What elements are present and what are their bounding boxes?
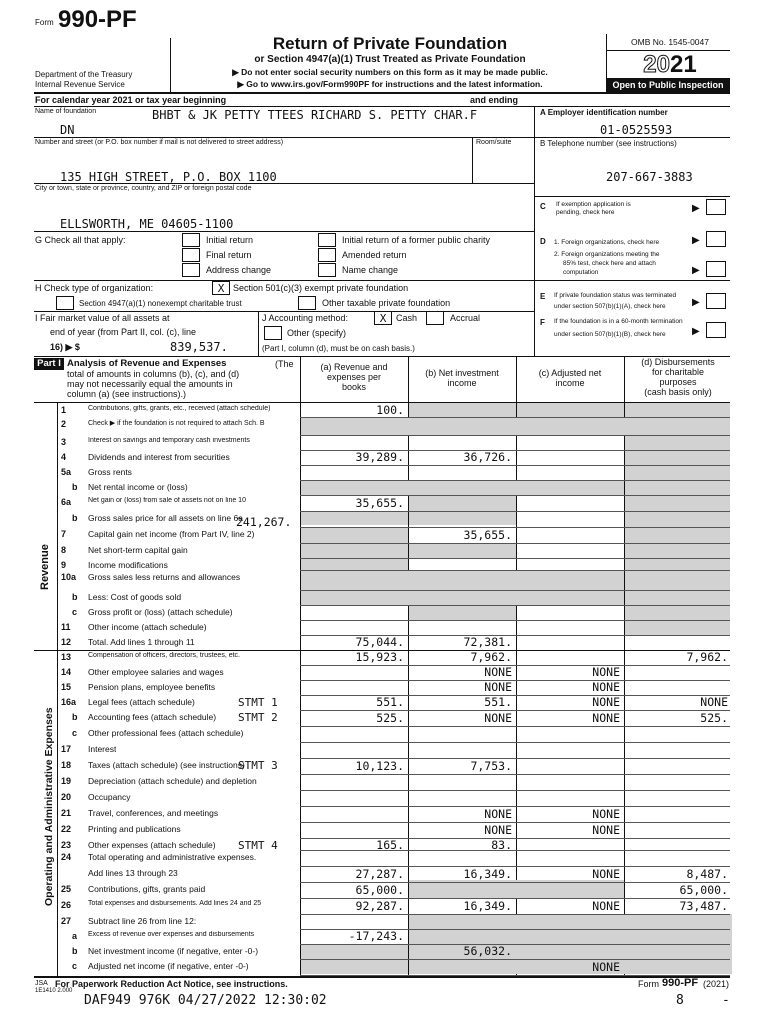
name-change-checkbox[interactable]	[318, 263, 336, 277]
line-label: Excess of revenue over expenses and disbursements	[88, 931, 255, 938]
foreign-org-checkbox[interactable]	[706, 231, 726, 247]
other-taxable-label: Other taxable private foundation	[322, 298, 451, 308]
line-number: 21	[61, 808, 72, 818]
line-label: Accounting fees (attach schedule)	[88, 712, 217, 722]
line-number: 3	[61, 437, 67, 447]
form-title: Return of Private Foundation	[272, 34, 508, 53]
line-label: Income modifications	[88, 560, 168, 570]
open-inspection-banner: Open to Public Inspection	[606, 78, 730, 92]
foreign-org-label: 1. Foreign organizations, check here	[554, 239, 660, 246]
col-b-cell[interactable]: 16,349.	[463, 899, 512, 913]
col-d-header: (d) Disbursements for charitable purposes (cash basis only)	[641, 357, 715, 397]
col-b-cell[interactable]: 16,349.	[463, 867, 512, 881]
foundation-name-line2[interactable]: DN	[60, 123, 75, 137]
col-b-cell[interactable]: NONE	[484, 823, 512, 837]
line-number: 10a	[61, 572, 77, 582]
line-number: 25	[61, 884, 72, 894]
line-label: Interest	[88, 744, 117, 754]
statement-ref[interactable]: STMT 2	[238, 711, 278, 724]
line-number: 22	[61, 824, 72, 834]
line-label: Total expenses and disbursements. Add lines 24 and 25	[88, 900, 262, 907]
form-ref-year: (2021)	[703, 979, 730, 989]
amended-return-label: Amended return	[342, 250, 407, 260]
line-label: Net rental income or (loss)	[88, 482, 188, 492]
fmv-value[interactable]: 839,537.	[170, 340, 228, 354]
terminated-label-1: If private foundation status was terminated	[554, 292, 677, 299]
accrual-method-checkbox[interactable]	[426, 311, 444, 325]
col-a-cell[interactable]: 65,000.	[355, 883, 404, 897]
501c3-label: Section 501(c)(3) exempt private foundation	[233, 283, 409, 293]
col-d-cell[interactable]: 73,487.	[679, 899, 728, 913]
other-method-checkbox[interactable]	[264, 326, 282, 340]
form-ref: 990-PF	[662, 977, 699, 989]
501c3-checkbox[interactable]: X	[212, 281, 230, 295]
room-suite-label: Room/suite	[476, 139, 512, 146]
col-b-cell[interactable]: NONE	[484, 807, 512, 821]
col-c-header: (c) Adjusted net income	[538, 368, 602, 388]
jsa-label: JSA	[35, 980, 48, 987]
form-number: 990-PF	[58, 6, 137, 33]
col-c-cell[interactable]: NONE	[592, 960, 620, 974]
col-b-cell[interactable]: 7,753.	[470, 759, 512, 773]
street-label: Number and street (or P.O. box number if mail is not delivered to street address)	[35, 139, 284, 146]
4947-label: Section 4947(a)(1) nonexempt charitable trust	[79, 299, 242, 308]
line-label: Subtract line 26 from line 12:	[88, 916, 197, 926]
street-address[interactable]: 135 HIGH STREET, P.O. BOX 1100	[60, 170, 277, 184]
line-number: 4	[61, 452, 67, 462]
col-b-cell[interactable]: 56,032.	[463, 944, 512, 958]
line-number: c	[72, 961, 78, 971]
line-label: Gross sales less returns and allowances	[88, 572, 241, 582]
line-number: c	[72, 728, 78, 738]
col-a-cell[interactable]: -17,243.	[348, 929, 404, 943]
omb-number: OMB No. 1545-0047	[631, 37, 709, 47]
col-b-cell[interactable]: 7,962.	[470, 650, 512, 664]
col-c-cell[interactable]: NONE	[592, 711, 620, 725]
col-c-cell[interactable]: NONE	[592, 807, 620, 821]
line-number: 16a	[61, 697, 77, 707]
exemption-pending-label: If exemption application is	[556, 201, 631, 208]
line-number: 9	[61, 560, 67, 570]
line-label: Adjusted net income (if negative, enter -0-)	[88, 961, 249, 971]
fmv-label-1: I Fair market value of all assets at	[35, 313, 170, 323]
g-label: G Check all that apply:	[35, 235, 126, 245]
line-number: 13	[61, 652, 72, 662]
line-number: 6a	[61, 497, 72, 507]
line-number: 1	[61, 405, 67, 415]
line-label: Other employee salaries and wages	[88, 667, 224, 677]
city-label: City or town, state or province, country, and ZIP or foreign postal code	[35, 185, 252, 192]
final-return-label: Final return	[206, 250, 252, 260]
cash-basis-note: (Part I, column (d), must be on cash basis.)	[262, 344, 415, 353]
part1-desc-1: total of amounts in columns (b), (c), and (d)	[67, 369, 240, 379]
line-label: Less: Cost of goods sold	[88, 592, 182, 602]
initial-return-label: Initial return	[206, 235, 254, 245]
line-label: Check ▶ if the foundation is not required to attach Sch. B	[88, 420, 265, 427]
name-label: Name of foundation	[35, 108, 97, 115]
address-change-label: Address change	[206, 265, 272, 275]
line-number: a	[72, 931, 78, 941]
tax-year-bold: 21	[670, 51, 697, 78]
col-d-cell[interactable]: 7,962.	[686, 650, 728, 664]
col-c-cell[interactable]: NONE	[592, 695, 620, 709]
part1-tag: Part I	[34, 358, 64, 370]
4947-checkbox[interactable]	[56, 296, 74, 310]
col-a-cell[interactable]: 551.	[376, 695, 404, 709]
col-b-header: (b) Net investment income	[425, 368, 499, 388]
line-number: b	[72, 482, 78, 492]
col-a-cell[interactable]: 35,655.	[355, 496, 404, 510]
line-label: Occupancy	[88, 792, 131, 802]
part1-title: Analysis of Revenue and Expenses	[67, 358, 227, 369]
line-label: Printing and publications	[88, 824, 181, 834]
paperwork-notice: For Paperwork Reduction Act Notice, see instructions.	[55, 979, 288, 989]
other-method-label: Other (specify)	[287, 328, 347, 338]
line-label: Depreciation (attach schedule) and depletion	[88, 776, 257, 786]
form-subtitle: or Section 4947(a)(1) Trust Treated as Private Foundation	[254, 54, 526, 65]
line-number: b	[72, 513, 78, 523]
col-a-cell[interactable]: 27,287.	[355, 867, 404, 881]
line-number: 8	[61, 545, 67, 555]
ein-label: A Employer identification number	[540, 108, 668, 117]
line-label: Travel, conferences, and meetings	[88, 808, 219, 818]
col-a-cell[interactable]: 100.	[376, 403, 404, 417]
ssn-notice: ▶ Do not enter social security numbers on this form as it may be made public.	[232, 67, 548, 77]
irs-name: Internal Revenue Service	[35, 80, 125, 89]
instructions-notice: ▶ Go to www.irs.gov/Form990PF for instructions and the latest information.	[237, 79, 543, 89]
line-number: 11	[61, 622, 71, 632]
exemption-pending-checkbox[interactable]	[706, 199, 726, 215]
line-number: 17	[61, 744, 72, 754]
line-number: 2	[61, 419, 67, 429]
col-b-cell[interactable]: NONE	[484, 711, 512, 725]
col-d-cell[interactable]: 525.	[700, 711, 728, 725]
col-c-cell[interactable]: NONE	[592, 867, 620, 881]
jsa-code: 1E1410 2.000	[35, 988, 73, 994]
page-dash: -	[722, 993, 730, 1008]
col-b-cell[interactable]: 72,381.	[463, 635, 512, 649]
former-public-charity-label: Initial return of a former public charity	[342, 235, 491, 245]
line-number: 18	[61, 760, 72, 770]
line-number: b	[72, 946, 78, 956]
revenue-side-label: Revenue	[39, 544, 51, 590]
line-number: 7	[61, 529, 67, 539]
part1-desc-2: may not necessarily equal the amounts in	[67, 379, 233, 389]
accounting-method-label: J Accounting method:	[262, 313, 349, 323]
fmv-label-2: end of year (from Part II, col. (c), line	[50, 327, 197, 337]
and-ending: and ending	[470, 95, 518, 105]
col-c-cell[interactable]: NONE	[592, 665, 620, 679]
line-label: Net investment income (if negative, enter -0-)	[88, 946, 259, 956]
phone-number[interactable]: 207-667-3883	[606, 170, 693, 184]
statement-ref[interactable]: STMT 1	[238, 696, 278, 709]
col-b-cell[interactable]: NONE	[484, 665, 512, 679]
initial-return-checkbox[interactable]	[182, 233, 200, 247]
col-d-cell[interactable]: NONE	[700, 695, 728, 709]
line-number: 26	[61, 900, 72, 910]
line-label: Pension plans, employee benefits	[88, 682, 216, 692]
expenses-side-label: Operating and Administrative Expenses	[43, 707, 55, 906]
page-number: 8	[676, 993, 684, 1008]
gross-sales-inline-value[interactable]: 241,267.	[236, 515, 292, 529]
col-a-cell[interactable]: 75,044.	[355, 635, 404, 649]
statement-ref[interactable]: STMT 4	[238, 839, 278, 852]
name-change-label: Name change	[342, 265, 399, 275]
col-d-cell[interactable]: 8,487.	[686, 867, 728, 881]
col-a-cell[interactable]: 525.	[376, 711, 404, 725]
terminated-checkbox[interactable]	[706, 293, 726, 309]
line-number: 24	[61, 852, 72, 862]
calendar-year-line: For calendar year 2021 or tax year beginning	[35, 95, 227, 105]
line-label: Contributions, gifts, grants paid	[88, 884, 206, 894]
col-a-cell[interactable]: 165.	[376, 838, 404, 852]
statement-ref[interactable]: STMT 3	[238, 759, 278, 772]
col-c-cell[interactable]: NONE	[592, 823, 620, 837]
line-number: 20	[61, 792, 72, 802]
cash-label: Cash	[396, 313, 418, 323]
col-b-cell[interactable]: 83.	[491, 838, 512, 852]
phone-label: B Telephone number (see instructions)	[540, 139, 677, 148]
terminated-label-2: under section 507(b)(1)(A), check here	[554, 303, 666, 310]
address-change-checkbox[interactable]	[182, 263, 200, 277]
line-label: Interest on savings and temporary cash investments	[88, 437, 250, 444]
col-a-cell[interactable]: 15,923.	[355, 650, 404, 664]
line-label: Gross sales price for all assets on line 6a	[88, 513, 243, 523]
col-c-cell[interactable]: NONE	[592, 680, 620, 694]
cash-method-checkbox[interactable]: X	[374, 311, 392, 325]
tax-year-outline: 20	[643, 51, 670, 78]
form-word: Form	[35, 18, 54, 27]
line-label: Other expenses (attach schedule)	[88, 840, 216, 850]
line-number: 14	[61, 667, 72, 677]
line-label: Compensation of officers, directors, trustees, etc.	[88, 652, 240, 659]
line-number: 15	[61, 682, 72, 692]
60-month-label-1: If the foundation is in a 60-month termination	[554, 318, 683, 325]
h-label: H Check type of organization:	[35, 283, 154, 293]
col-b-cell[interactable]: NONE	[484, 680, 512, 694]
final-return-checkbox[interactable]	[182, 248, 200, 262]
line-label: Dividends and interest from securities	[88, 452, 230, 462]
part1-title-rest: (The	[275, 359, 294, 369]
line-label: Capital gain net income (from Part IV, line 2)	[88, 529, 255, 539]
line-label: Total. Add lines 1 through 11	[88, 637, 195, 647]
line-number: 19	[61, 776, 72, 786]
foreign-85-label-1: 2. Foreign organizations meeting the	[554, 251, 660, 258]
other-taxable-checkbox[interactable]	[298, 296, 316, 310]
foreign-85-label-2: 85% test, check here and attach	[563, 260, 656, 267]
col-a-cell[interactable]: 92,287.	[355, 899, 404, 913]
line-number: b	[72, 712, 78, 722]
line-label: Taxes (attach schedule) (see instructions)	[88, 760, 245, 770]
60-month-checkbox[interactable]	[706, 322, 726, 338]
line-label: Gross profit or (loss) (attach schedule)	[88, 607, 233, 617]
line-label: Other professional fees (attach schedule)	[88, 728, 244, 738]
60-month-label-2: under section 507(b)(1)(B), check here	[554, 331, 666, 338]
col-a-cell[interactable]: 39,289.	[355, 450, 404, 464]
line-label: Net short-term capital gain	[88, 545, 188, 555]
foreign-85-label-3: computation	[563, 269, 599, 276]
col-b-cell[interactable]: 551.	[484, 695, 512, 709]
tax-year	[610, 51, 730, 79]
line-label: Legal fees (attach schedule)	[88, 697, 195, 707]
foundation-name-line1[interactable]: BHBT & JK PETTY TTEES RICHARD S. PETTY CHAR.F	[152, 108, 478, 122]
col-d-cell[interactable]: 65,000.	[679, 883, 728, 897]
line-label: Contributions, gifts, grants, etc., received (attach schedule)	[88, 405, 271, 412]
col-a-cell[interactable]: 10,123.	[355, 759, 404, 773]
line-label: Other income (attach schedule)	[88, 622, 207, 632]
line-number: 5a	[61, 467, 72, 477]
line-label: Add lines 13 through 23	[88, 868, 178, 878]
print-stamp: DAF949 976K 04/27/2022 12:30:02	[84, 993, 327, 1008]
line-number: c	[72, 607, 78, 617]
line-label: Gross rents	[88, 467, 132, 477]
dept-treasury: Department of the Treasury	[35, 70, 133, 79]
form-ref-pre: Form	[638, 979, 659, 989]
fmv-label-3: 16) ▶ $	[50, 342, 80, 352]
former-public-charity-checkbox[interactable]	[318, 233, 336, 247]
line-number: 23	[61, 840, 72, 850]
col-b-cell[interactable]: 35,655.	[463, 528, 512, 542]
col-b-cell[interactable]: 36,726.	[463, 450, 512, 464]
col-a-header: (a) Revenue and expenses per books	[320, 362, 388, 392]
line-number: 12	[61, 637, 72, 647]
line-number: 27	[61, 916, 72, 926]
line-number: b	[72, 592, 78, 602]
amended-return-checkbox[interactable]	[318, 248, 336, 262]
line-label: Net gain or (loss) from sale of assets not on line 10	[88, 497, 246, 504]
exemption-pending-check-label: pending, check here	[556, 209, 615, 216]
foreign-85-checkbox[interactable]	[706, 261, 726, 277]
col-c-cell[interactable]: NONE	[592, 899, 620, 913]
part1-desc-3: column (a) (see instructions).)	[67, 389, 187, 399]
city-state-zip[interactable]: ELLSWORTH, ME 04605-1100	[60, 217, 234, 231]
accrual-label: Accrual	[450, 313, 481, 323]
line-label: Total operating and administrative expenses.	[88, 852, 257, 862]
ein-value[interactable]: 01-0525593	[600, 123, 673, 137]
